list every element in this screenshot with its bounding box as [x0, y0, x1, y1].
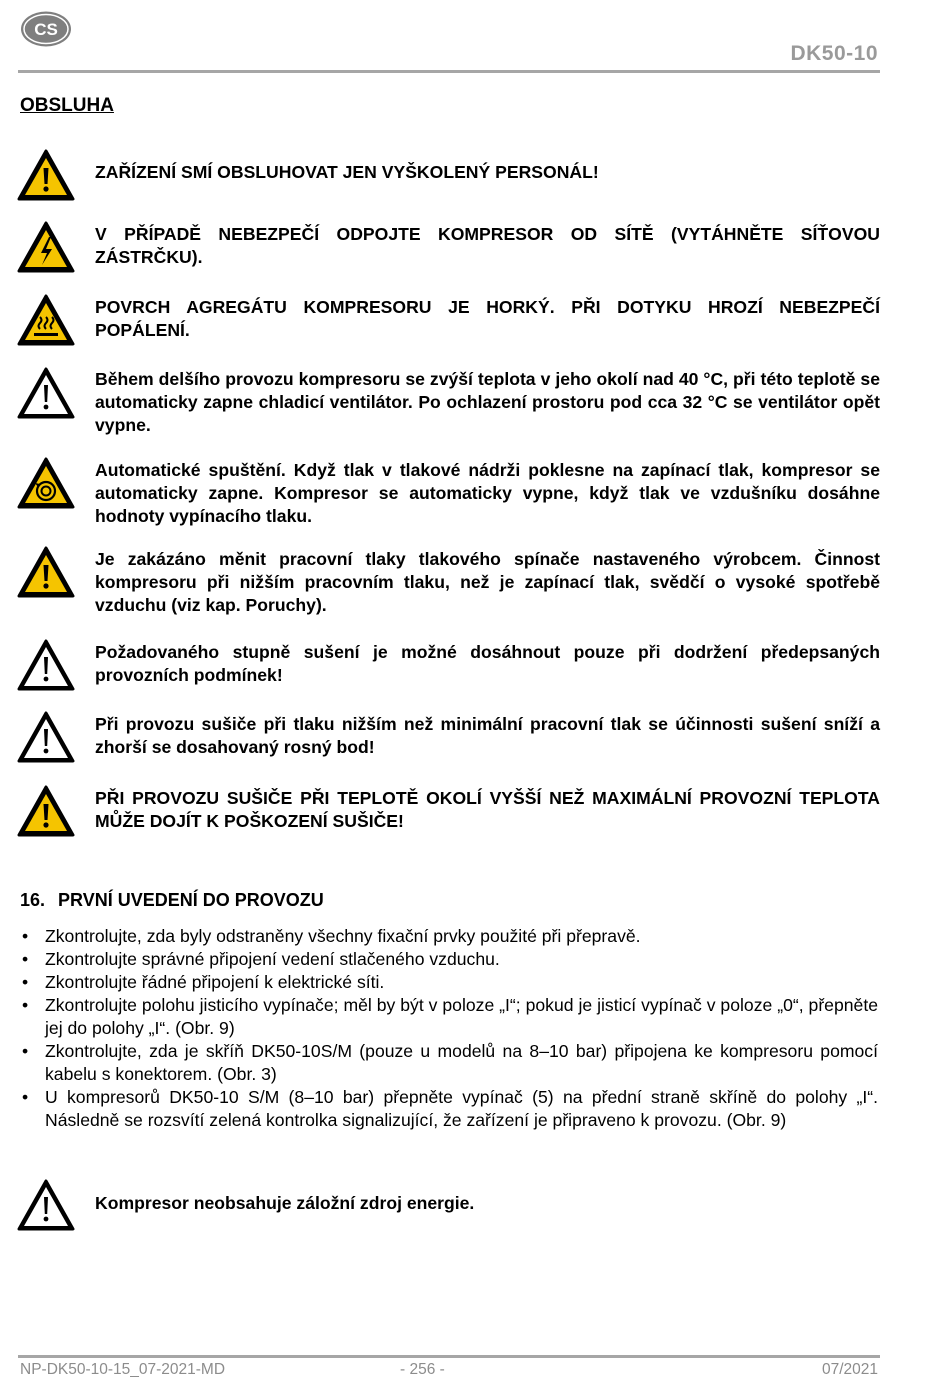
warning-block — [16, 456, 880, 528]
warning-block — [16, 293, 880, 347]
section-title: OBSLUHA — [20, 95, 114, 116]
warning-text: POVRCH AGREGÁTU KOMPRESORU JE HORKÝ. PŘI DOTYKU HROZÍ NEBEZPEČÍ POPÁLENÍ. — [95, 297, 880, 340]
chapter-heading — [20, 890, 324, 911]
note-block — [16, 1178, 880, 1232]
warning-block — [16, 366, 880, 437]
warning-text: PŘI PROVOZU SUŠIČE PŘI TEPLOTĚ OKOLÍ VYŠŠÍ NEŽ MAXIMÁLNÍ PROVOZNÍ TEPLOTA MŮŽE DOJÍT K POŠKOZENÍ SUŠIČE! — [95, 788, 880, 831]
caution-outline-icon — [16, 1178, 76, 1232]
warning-block — [16, 784, 880, 838]
language-code: CS — [34, 20, 58, 39]
caution-outline-icon — [16, 710, 76, 764]
warning-text: ZAŘÍZENÍ SMÍ OBSLUHOVAT JEN VYŠKOLENÝ PERSONÁL! — [95, 162, 599, 182]
chapter-number: 16. — [20, 890, 46, 910]
warning-block — [16, 148, 880, 202]
warning-block — [16, 545, 880, 617]
list-item: • Zkontrolujte polohu jisticího vypínače; měl by být v poloze „I“; pokud je jisticí vypínač v poloze „0“, přepněte jej do polohy „I“. (Obr. 9) — [20, 994, 878, 1040]
warning-yellow-icon — [16, 784, 76, 838]
list-item: • Zkontrolujte, zda je skříň DK50-10S/M (pouze u modelů na 8–10 bar) připojena ke kompresoru pomocí kabelu s konektorem. (Obr. 3) — [20, 1040, 878, 1086]
warning-text: Automatické spuštění. Když tlak v tlakové nádrži poklesne na zapínací tlak, kompresor se automaticky zapne. Kompresor se automaticky vypne, když tlak ve vzdušníku dosáhne hodnoty vypínacího tlaku. — [95, 460, 880, 526]
footer-divider — [18, 1355, 880, 1358]
warning-block — [16, 220, 880, 274]
warning-text: Během delšího provozu kompresoru se zvýší teplota v jeho okolí nad 40 °C, při této teplotě se automaticky zapne chladicí ventilátor. Po ochlazení prostoru pod cca 32 °C se ventilátor opět vypne. — [95, 369, 880, 435]
list-item: • Zkontrolujte správné připojení vedení stlačeného vzduchu. — [20, 948, 878, 971]
checklist — [20, 925, 878, 1132]
page-number: - 256 - — [400, 1361, 445, 1378]
chapter-title: PRVNÍ UVEDENÍ DO PROVOZU — [58, 890, 324, 910]
warning-text: Požadovaného stupně sušení je možné dosáhnout pouze při dodržení předepsaných provozních podmínek! — [95, 642, 880, 685]
header-divider — [18, 70, 880, 73]
document-date: 07/2021 — [821, 1361, 878, 1378]
document-code: NP-DK50-10-15_07-2021-MD — [20, 1361, 226, 1378]
warning-text: V PŘÍPADĚ NEBEZPEČÍ ODPOJTE KOMPRESOR OD SÍTĚ (VYTÁHNĚTE SÍŤOVOU ZÁSTRČKU). — [95, 224, 880, 267]
warning-block — [16, 710, 880, 764]
model-name: DK50-10 — [790, 42, 878, 65]
warning-text: Je zakázáno měnit pracovní tlaky tlakového spínače nastaveného výrobcem. Činnost kompresoru při nižším pracovním tlaku, než je zapínací tlak, svědčí o vysoké spotřebě vzduchu (viz kap. Poruchy). — [95, 549, 880, 615]
language-badge — [20, 10, 72, 48]
warning-block — [16, 638, 880, 692]
list-item: • Zkontrolujte řádné připojení k elektrické síti. — [20, 971, 878, 994]
warning-text: Při provozu sušiče při tlaku nižším než minimální pracovní tlak se účinnosti sušení sníží a zhorší se dosahovaný rosný bod! — [95, 714, 880, 757]
electric-hazard-icon — [16, 220, 76, 274]
list-item: • U kompresorů DK50-10 S/M (8–10 bar) přepněte vypínač (5) na přední straně skříně do polohy „I“. Následně se rozsvítí zelená kontrolka signalizující, že zařízení je připraveno k provozu. (Obr. 9) — [20, 1086, 878, 1132]
note-text: Kompresor neobsahuje záložní zdroj energie. — [95, 1193, 475, 1213]
list-item: • Zkontrolujte, zda byly odstraněny všechny fixační prvky použité při přepravě. — [20, 925, 878, 948]
warning-yellow-icon — [16, 545, 76, 599]
caution-outline-icon — [16, 638, 76, 692]
caution-outline-icon — [16, 366, 76, 420]
automatic-start-icon — [16, 456, 76, 510]
hot-surface-icon — [16, 293, 76, 347]
warning-yellow-icon — [16, 148, 76, 202]
